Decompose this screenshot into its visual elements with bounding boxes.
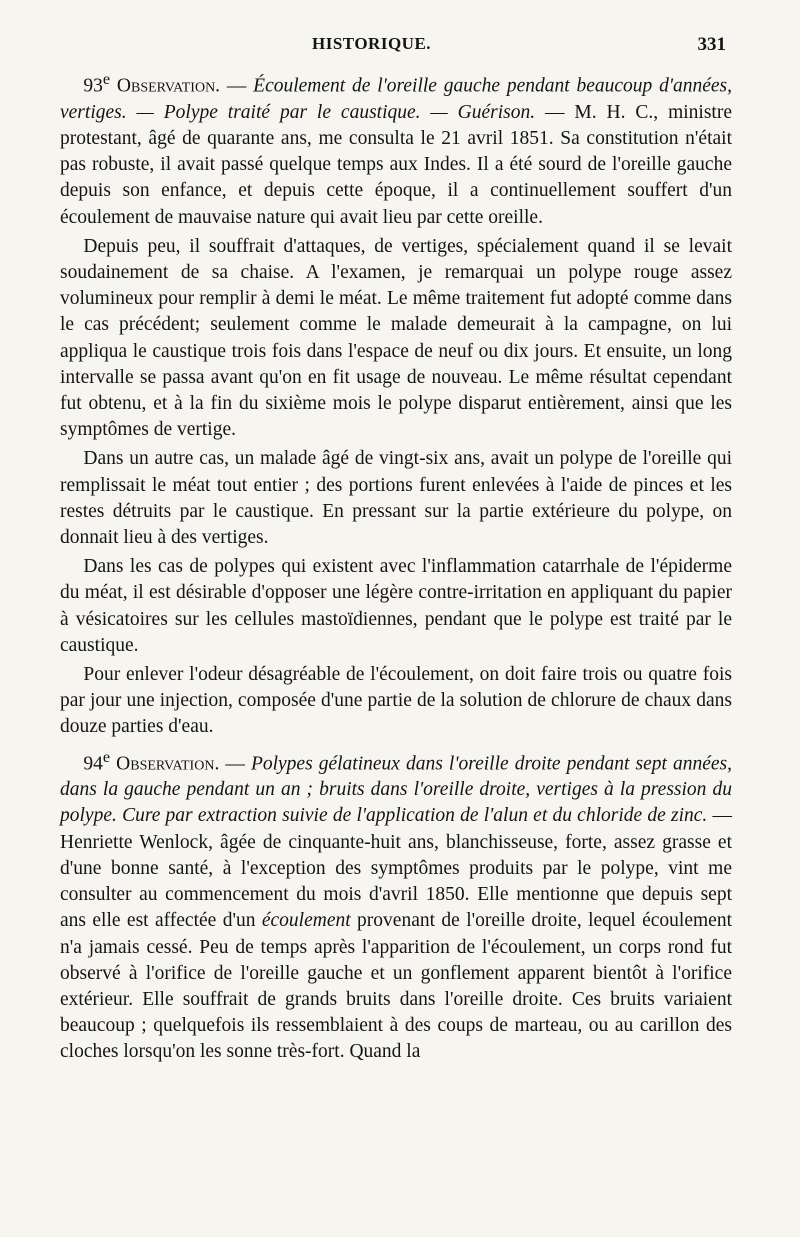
obs94-text-1: — Henriette Wenlock, âgée de cinquante-huit ans, blanchisseuse, forte, assez grasse et d'une bonne santé, à l'exception des symptômes produits par le polype, vint me consulter au commencement du mois d'avril 1850. Elle mentionne que depuis sept ans elle est affectée d'un [60, 805, 732, 932]
observation-93 [60, 66, 732, 231]
obs94-emphasis: écoulement [261, 910, 351, 932]
obs93-dash: — [220, 75, 254, 97]
obs93-title: Écoulement de l'oreille gauche pendant beaucoup d'années, vertiges. — Polype traité par le caustique. — Guérison. [60, 75, 733, 123]
observation-94 [60, 744, 732, 1066]
paragraph-vertiges: Depuis peu, il souffrait d'attaques, de vertiges, spécialement quand il se levait soudainement de sa chaise. A l'examen, je remarquai un polype rouge assez volumineux pour remplir à demi le méat. Le même traitement fut adopté comme dans le cas précédent; seulement comme le malade demeurait à la campagne, on lui appliqua le caustique trois fois dans l'espace de neuf ou dix jours. Et ensuite, un long intervalle se passa avant qu'on en fit usage de nouveau. Le même résultat cependant fut obtenu, et à la fin du sixième mois le polype disparut entièrement, ainsi que les symptômes de vertige. [60, 235, 732, 441]
paragraph-odeur: Pour enlever l'odeur désagréable de l'écoulement, on doit faire trois ou quatre fois par jour une injection, composée d'une partie de la solution de chlorure de chaux dans douze parties d'eau. [60, 663, 732, 738]
obs94-label: Observation. [110, 753, 220, 775]
running-title: HISTORIQUE. [312, 34, 432, 53]
page-number: 331 [697, 34, 726, 55]
obs93-text: — M. H. C., ministre protestant, âgé de quarante ans, me consulta le 21 avril 1851. Sa constitution n'était pas robuste, il avait passé quelque temps aux Indes. Il a été sourd de l'oreille gauche depuis son enfance, et depuis cette époque, il a continuellement souffert d'un écoulement de mauvaise nature qui avait lieu par cette oreille. [60, 101, 732, 228]
paragraph-inflammation: Dans les cas de polypes qui existent avec l'inflammation catarrhale de l'épiderme du méat, il est désirable d'opposer une légère contre-irritation en appliquant du papier à vésicatoires sur les cellules mastoïdiennes, pendant que le polype est traité par le caustique. [60, 556, 732, 656]
obs94-dash: — [219, 753, 251, 775]
obs94-suffix: e [102, 747, 111, 766]
obs93-suffix: e [102, 70, 111, 88]
body-text [60, 66, 732, 1069]
obs94-text-2: provenant de l'oreille droite, lequel écoulement n'a jamais cessé. Peu de temps après l'apparition de l'écoulement, un corps rond fut observé à l'orifice de l'oreille gauche et un gonflement apparent bientôt à l'orifice extérieur. Elle souffrait de grands bruits dans l'oreille droite. Ces bruits variaient beaucoup ; quelquefois ils ressemblaient à des coups de marteau, ou au carillon des cloches lorsqu'on les sonne très-fort. Quand la [60, 910, 732, 1063]
running-head [0, 34, 800, 58]
obs94-title: Polypes gélatineux dans l'oreille droite pendant sept années, dans la gauche pendant un an ; bruits dans l'oreille droite, vertiges à la pression du polype. Cure par extraction suivie de l'application de l'alun et du chloride de zinc. [60, 753, 733, 827]
obs94-number: 94 [83, 753, 103, 775]
obs93-number: 93 [83, 75, 103, 97]
obs93-label: Observation. [110, 75, 221, 97]
paragraph-autre-cas: Dans un autre cas, un malade âgé de vingt-six ans, avait un polype de l'oreille qui remplissait le méat tout entier ; des portions furent enlevées à l'aide de pinces et les restes détruits par le caustique. En pressant sur la partie extérieure du polype, on donnait lieu à des vertiges. [60, 448, 732, 548]
